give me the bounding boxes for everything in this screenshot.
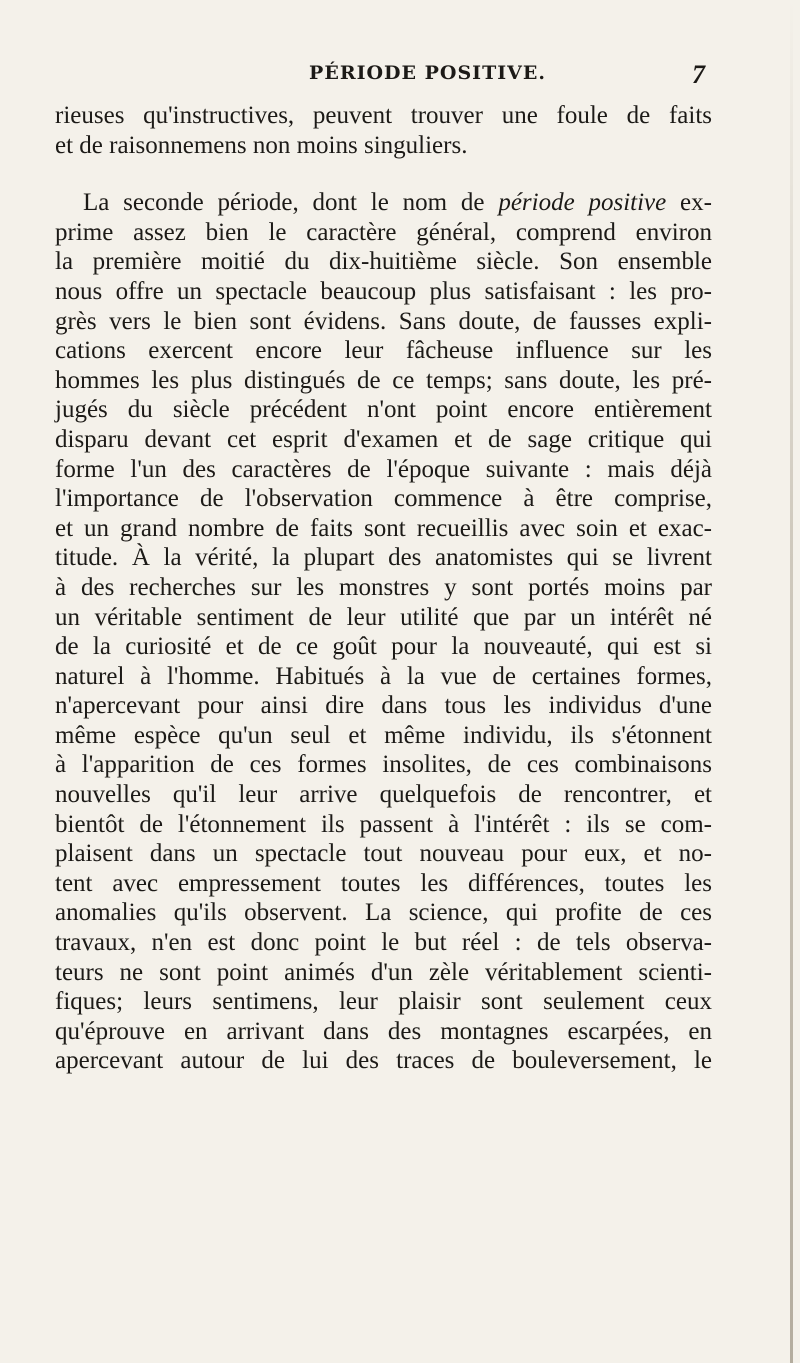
text-line: naturel à l'homme. Habitués à la vue de certaines formes, [55,662,712,690]
text-line: la première moitié du dix-huitième siècle. Son ensemble [55,248,712,276]
body-text [55,101,712,1076]
text-line: même espèce qu'un seul et même individu, ils s'étonnent [55,721,712,749]
running-title: PÉRIODE POSITIVE. [309,62,546,84]
text-line: tent avec empressement toutes les différences, toutes les [55,869,712,897]
text-line: un véritable sentiment de leur utilité que par un intérêt né [55,603,712,631]
italic-term: période positive [498,189,667,217]
text-line: travaux, n'en est donc point le but réel : de tels observa- [55,929,712,957]
text-line: forme l'un des caractères de l'époque suivante : mais déjà [55,455,712,483]
text-line: teurs ne sont point animés d'un zèle véritablement scienti- [55,958,712,986]
text-line: nouvelles qu'il leur arrive quelquefois de rencontrer, et [55,781,712,809]
text-line: rieuses qu'instructives, peuvent trouver une foule de faits [55,102,712,129]
paragraph-second-period [55,188,712,1076]
text-line: fiques; leurs sentimens, leur plaisir sont seulement ceux [55,988,712,1016]
text-line: grès vers le bien sont évidens. Sans doute, de fausses expli- [55,307,712,335]
text-line: de la curiosité et de ce goût pour la nouveauté, qui est si [55,633,712,661]
paragraph-continued [55,101,712,160]
text-line: bientôt de l'étonnement ils passent à l'intérêt : ils se com- [55,810,712,838]
text-line: hommes les plus distingués de ce temps; sans doute, les pré- [55,366,712,394]
text-line: disparu devant cet esprit d'examen et de sage critique qui [55,425,712,453]
text-line: et de raisonnemens non moins singuliers. [55,131,468,159]
text-line: prime assez bien le caractère général, comprend environ [55,218,712,246]
text-line: plaisent dans un spectacle tout nouveau pour eux, et no- [55,840,712,868]
text-line: cations exercent encore leur fâcheuse influence sur les [55,337,712,365]
text-line: à l'apparition de ces formes insolites, de ces combinaisons [55,751,712,779]
text-line: et un grand nombre de faits sont recueillis avec soin et exac- [55,514,712,542]
text-line: l'importance de l'observation commence à être comprise, [55,485,712,513]
text-line: titude. À la vérité, la plupart des anatomistes qui se livrent [55,544,712,572]
text-line: jugés du siècle précédent n'ont point encore entièrement [55,396,712,424]
text-line: apercevant autour de lui des traces de bouleversement, le [55,1047,712,1075]
paragraph-gap [55,160,712,188]
text-line: à des recherches sur les monstres y sont portés moins par [55,573,712,601]
text-line: n'apercevant pour ainsi dire dans tous les individus d'une [55,692,712,720]
text-line-with-italic: La seconde période, dont le nom de période positive ex- [83,189,712,217]
text-line: qu'éprouve en arrivant dans des montagnes escarpées, en [55,1017,712,1045]
page-edge-shadow [790,0,793,1363]
page-number: 7 [692,60,705,89]
text-line: nous offre un spectacle beaucoup plus satisfaisant : les pro- [55,277,712,305]
running-head [0,56,800,96]
text-line: anomalies qu'ils observent. La science, qui profite de ces [55,899,712,927]
